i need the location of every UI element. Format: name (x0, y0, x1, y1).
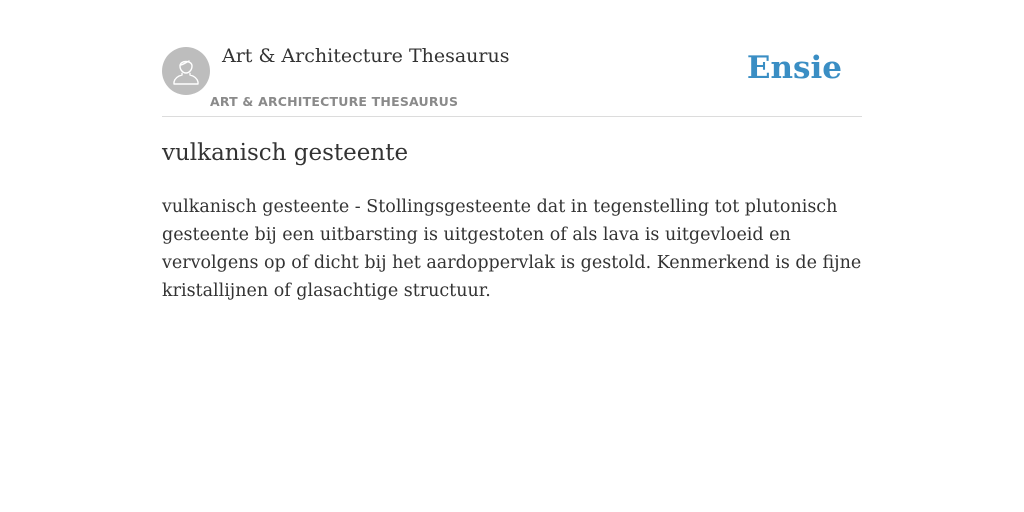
brand-logo[interactable]: Ensie (746, 50, 842, 86)
term-title: vulkanisch gesteente (162, 140, 409, 166)
source-avatar[interactable] (162, 47, 210, 95)
source-header (162, 0, 862, 117)
source-title-link[interactable]: Art & Architecture Thesaurus (222, 45, 510, 67)
source-caption: ART & ARCHITECTURE THESAURUS (210, 94, 459, 109)
term-definition: vulkanisch gesteente - Stollingsgesteente dat in tegenstelling tot plutonisch gesteente bij een uitbarsting is uitgestoten of als lava is uitgevloeid en vervolgens op of dicht bij het aardoppervlak is gestold. Kenmerkend is de fijne kristallijnen of glasachtige structuur. (162, 197, 862, 301)
